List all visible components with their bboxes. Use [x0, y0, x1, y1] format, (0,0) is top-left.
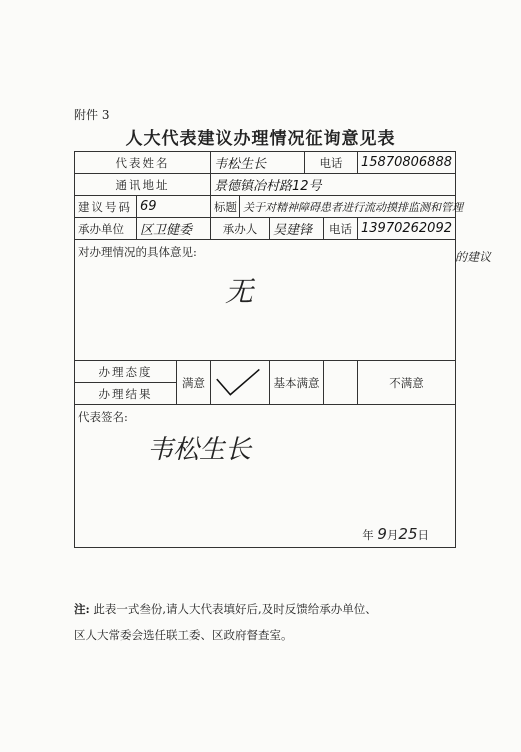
- handling-unit-value[interactable]: 区卫健委: [137, 218, 211, 240]
- address-value[interactable]: 景德镇冶村路12号: [211, 174, 456, 196]
- handling-unit-label: 承办单位: [75, 218, 137, 240]
- date-day-label: 日: [417, 528, 430, 542]
- form-title: 人大代表建议办理情况征询意见表: [125, 129, 396, 149]
- signature-cell[interactable]: [75, 405, 456, 548]
- phone-label: 电话: [305, 152, 358, 174]
- unsatisfied-label: 不满意: [358, 361, 456, 405]
- result-label: 办理结果: [75, 383, 177, 405]
- check-mark-icon: [211, 363, 269, 403]
- opinion-value: 无: [225, 275, 254, 308]
- handler-phone-label: 电话: [324, 218, 358, 240]
- attitude-label: 办理态度: [75, 361, 177, 383]
- inquiry-form-table: [74, 151, 464, 548]
- date-month-value: 9: [377, 525, 387, 543]
- subject-overflow: 的建议: [455, 250, 492, 264]
- proposal-row: [75, 196, 456, 218]
- subject-value[interactable]: 关于对精神障碍患者进行流动摸排监测和管理: [240, 196, 456, 218]
- sign-date: [362, 525, 429, 543]
- proposal-no-label: 建议号码: [75, 196, 137, 218]
- date-month-label: 月: [386, 528, 399, 542]
- satisfied-checkbox[interactable]: [211, 361, 270, 405]
- rep-name-value[interactable]: 韦松生长: [211, 152, 305, 174]
- phone-value[interactable]: 15870806888: [358, 152, 456, 174]
- footnote-prefix: 注:: [74, 602, 90, 616]
- handler-phone-value[interactable]: 13970262092: [358, 218, 456, 240]
- rep-name-label: 代表姓名: [75, 152, 211, 174]
- attitude-row: [75, 361, 456, 383]
- opinion-cell[interactable]: [75, 240, 456, 361]
- opinion-row: [75, 240, 456, 361]
- footnote-line2: 区人大常委会选任联工委、区政府督查室。: [74, 628, 293, 642]
- signature-value: 韦松生长: [147, 435, 252, 465]
- date-year-label: 年: [362, 528, 374, 542]
- subject-label: 标题: [211, 196, 240, 218]
- attachment-label: 附件 3: [74, 108, 110, 122]
- handling-row: [75, 218, 456, 240]
- footnote: [74, 596, 474, 648]
- signature-label: 代表签名:: [78, 410, 128, 424]
- address-label: 通讯地址: [75, 174, 211, 196]
- basic-satisfied-checkbox[interactable]: [324, 361, 358, 405]
- address-row: [75, 174, 456, 196]
- date-day-value: 25: [398, 525, 418, 543]
- satisfied-label: 满意: [177, 361, 211, 405]
- opinion-label: 对办理情况的具体意见:: [78, 245, 197, 259]
- handler-value[interactable]: 吴建锋: [270, 218, 324, 240]
- proposal-no-value[interactable]: 69: [137, 196, 211, 218]
- handler-label: 承办人: [211, 218, 270, 240]
- rep-name-row: [75, 152, 456, 174]
- basic-satisfied-label: 基本满意: [270, 361, 324, 405]
- footnote-line1: 此表一式叁份,请人大代表填好后,及时反馈给承办单位、: [93, 602, 377, 616]
- signature-row: [75, 405, 456, 548]
